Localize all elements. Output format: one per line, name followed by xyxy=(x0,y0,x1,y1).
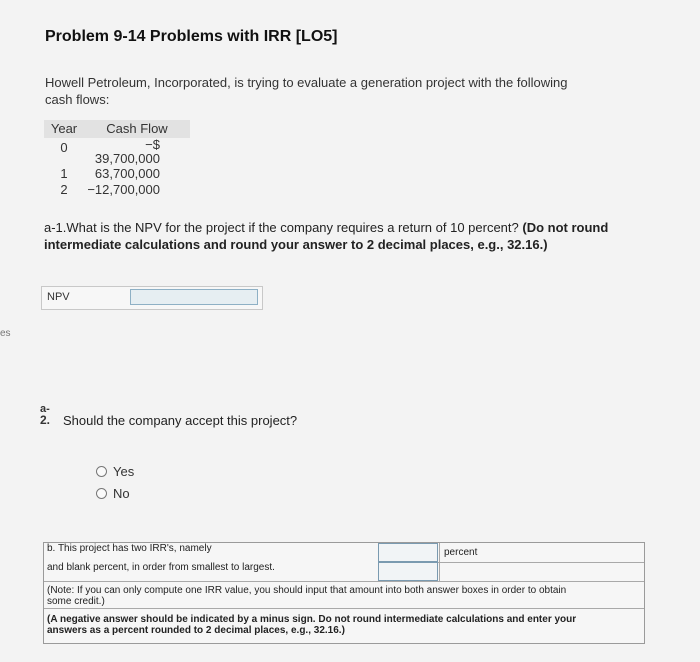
year-header: Year xyxy=(50,121,78,136)
question-a1 xyxy=(44,219,614,253)
table-row xyxy=(44,182,190,198)
irr-note2: some credit.) xyxy=(47,596,105,607)
radio-no[interactable] xyxy=(96,486,130,501)
npv-label: NPV xyxy=(47,291,70,303)
question-a2-label-line1: a- xyxy=(40,403,50,415)
cash-flow-cell xyxy=(84,138,190,166)
question-a1-text: What is the NPV for the project if the company requires a return of 10 percent? xyxy=(66,220,519,235)
radio-circle[interactable] xyxy=(96,488,107,499)
irr-note1: (Note: If you can only compute one IRR value, you should input that amount into both answer boxes in order to obtain xyxy=(47,585,567,596)
year-cell: 0 xyxy=(60,140,68,155)
cash-flow-value: 39,700,000 xyxy=(94,151,160,166)
cash-flow-header: Cash Flow xyxy=(106,121,168,136)
irr2-input[interactable] xyxy=(378,562,438,581)
question-a1-label: a-1. xyxy=(44,220,67,235)
year-cell: 2 xyxy=(60,182,68,197)
edge-fragment: es xyxy=(0,328,11,339)
irr-note3 xyxy=(47,614,576,625)
question-a2-label-line2: 2. xyxy=(40,413,51,427)
table-row xyxy=(44,166,190,182)
cash-flow-table-header xyxy=(44,120,190,138)
radio-circle[interactable] xyxy=(96,466,107,477)
problem-title: Problem 9-14 Problems with IRR [LO5] xyxy=(45,28,338,45)
irr1-input[interactable] xyxy=(378,543,438,562)
problem-intro: Howell Petroleum, Incorporated, is trying to evaluate a generation project with the following cash flows: xyxy=(45,75,568,107)
question-a2-label xyxy=(40,404,50,426)
irr-line2: and blank percent, in order from smallest to largest. xyxy=(47,562,275,573)
irr-note4 xyxy=(47,625,345,636)
divider xyxy=(44,608,644,609)
radio-yes[interactable] xyxy=(96,464,134,479)
npv-input[interactable] xyxy=(130,289,258,305)
irr-unit: percent xyxy=(444,547,478,558)
table-row xyxy=(44,138,190,166)
cash-flow-cell: 63,700,000 xyxy=(94,166,160,181)
cash-flow-cell: −12,700,000 xyxy=(87,182,160,197)
irr-note4-text: answers as a percent rounded to 2 decimal places, e.g., 32.16.) xyxy=(47,625,345,636)
irr-question-box xyxy=(43,542,645,644)
cash-flow-sign: −$ xyxy=(145,137,160,152)
irr-line1: b. This project has two IRR's, namely xyxy=(47,543,212,554)
radio-yes-label: Yes xyxy=(113,464,135,479)
question-a2-text: Should the company accept this project? xyxy=(63,413,298,428)
npv-answer-row xyxy=(41,286,263,310)
cash-flow-table xyxy=(44,120,190,198)
radio-no-label: No xyxy=(113,486,130,501)
question-a1-instruction: (Do not round intermediate calculations and round your answer to 2 decimal places, e.g., 32.16.) xyxy=(44,220,609,252)
irr-note3-text: (A negative answer should be indicated by a minus sign. Do not round intermediate calculations and enter your xyxy=(47,614,577,625)
year-cell: 1 xyxy=(60,166,68,181)
divider xyxy=(44,581,644,582)
